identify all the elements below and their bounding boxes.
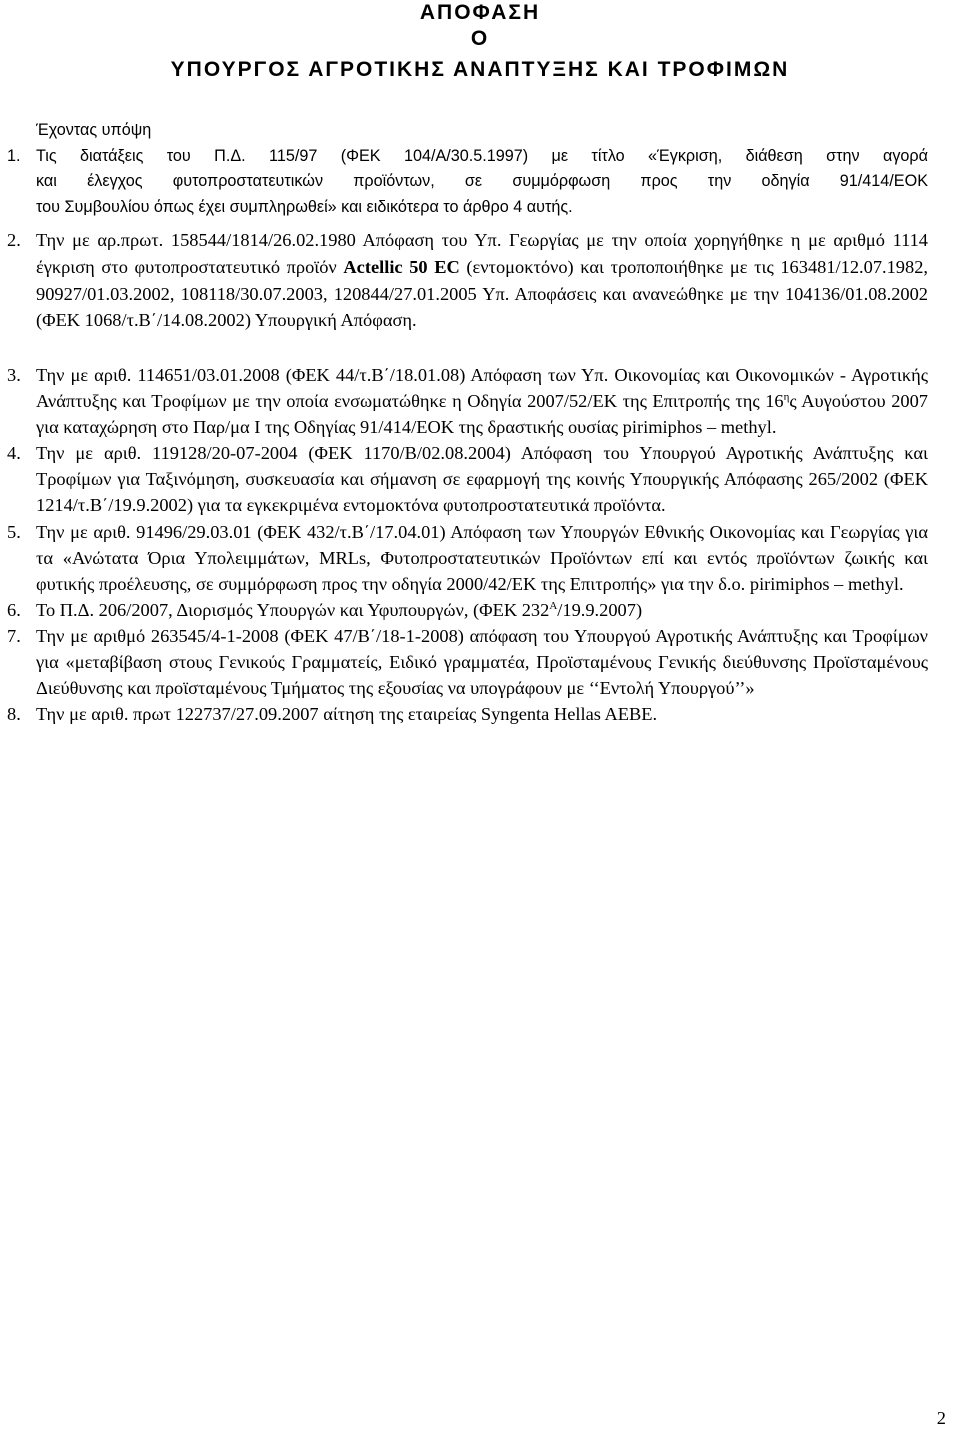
- item-text: Την με αριθ. πρωτ 122737/27.09.2007 αίτηση της εταιρείας Syngenta Hellas AEBE.: [36, 704, 658, 725]
- list-item: [7, 362, 932, 440]
- list-item: [7, 144, 932, 221]
- superscript: Α: [549, 599, 558, 612]
- list-item: [7, 519, 932, 597]
- list-item: [7, 227, 932, 334]
- item-text-part: Το Π.Δ. 206/2007, Διορισμός Υπουργών και Υφυπουργών, (ΦΕΚ 232: [36, 599, 550, 620]
- item-text: [36, 144, 928, 221]
- item-text: Την με αριθμό 263545/4-1-2008 (ΦΕΚ 47/Β΄/18-1-2008) απόφαση του Υπουργού Αγροτικής Ανάπτυξης και Τροφίμων για «μεταβίβαση στους Γενικούς Γραμματείς, Ειδικό γραμματέα, Προϊσταμένους Γενικής διεύθυνσης Προϊσταμένους Διεύθυνσης και προϊσταμένους Τμήματος της εξουσίας να υπογράφουν με ‘‘Εντολή Υπουργού’’»: [36, 625, 928, 699]
- list-item: [7, 597, 932, 623]
- intro-block: [7, 118, 932, 220]
- intro-text: Έχοντας υπόψη: [36, 121, 152, 139]
- item-number: 5.: [7, 521, 21, 542]
- item-text: [36, 597, 928, 623]
- authority-article: Ο: [470, 27, 490, 50]
- item-text: Την με αριθ. 91496/29.03.01 (ΦΕΚ 432/τ.Β΄/17.04.01) Απόφαση των Υπουργών Εθνικής Οικονομίας και Γεωργίας για τα «Ανώτατα Όρια Υπολειμμάτων, MRLs, Φυτοπροστατευτικών Προϊόντων επί και εντός προϊόντων ζωικής και φυτικής προέλευσης, σε συμμόρφωση προς την οδηγία 2000/42/ΕΚ της Επιτροπής» για την δ.ο. pirimiphos – methyl.: [36, 521, 928, 594]
- item-line: του Συμβουλίου όπως έχει συμπληρωθεί» και ειδικότερα το άρθρο 4 αυτής.: [36, 197, 573, 216]
- item-text-part: Την με αρ.πρωτ. 158544/1814/26.02.1980 Απόφαση του Υπ. Γεωργίας με την οποία χορηγήθηκε η με αριθμό 1114 έγκριση στο φυτοπροστατευτικό προϊόν: [36, 230, 928, 277]
- decision-title: ΑΠΟΦΑΣΗ: [419, 1, 541, 24]
- item-text-part: Την με αριθ. 114651/03.01.2008 (ΦΕΚ 44/τ.Β΄/18.01.08) Απόφαση των Υπ. Οικονομίας και Οικονομικών - Αγροτικής Ανάπτυξης και Τροφίμων με την οποία ενσωματώθηκε η Οδηγία 2007/52/ΕΚ της Επιτροπής της 16: [36, 365, 928, 412]
- item-text-part: /19.9.2007): [557, 599, 643, 620]
- page-number: 2: [936, 1408, 946, 1428]
- list-item: [7, 440, 932, 518]
- superscript: η: [783, 390, 790, 403]
- list-item: [7, 623, 932, 701]
- list-block: [7, 362, 932, 727]
- list-item: [7, 701, 932, 727]
- item-number: 1.: [7, 146, 21, 165]
- item-number: 4.: [7, 443, 21, 464]
- item-text: Την με αριθ. 119128/20-07-2004 (ΦΕΚ 1170/Β/02.08.2004) Απόφαση του Υπουργού Αγροτικής Ανάπτυξης και Τροφίμων για Ταξινόμηση, συσκευασία και σήμανση σε εφαρμογή της κοινής Υπουργικής Απόφασης 265/2002 (ΦΕΚ 1214/τ.Β΄/19.9.2002) για τα εγκεκριμένα εντομοκτόνα φυτοπροστατευτικά προϊόντα.: [36, 443, 928, 516]
- item-number: 7.: [7, 625, 21, 646]
- item-line: Τις διατάξεις του Π.Δ. 115/97 (ΦΕΚ 104/Α/30.5.1997) με τίτλο «Έγκριση, διάθεση στην αγορά: [36, 146, 928, 165]
- item-text-part: (εντομοκτόνο) και τροποποιήθηκε με τις 163481/12.07.1982, 90927/01.03.2002, 108118/30.07.2003, 120844/27.01.2005 Υπ. Αποφάσεις και ανανεώθηκε με την 104136/01.08.2002 (ΦΕΚ 1068/τ.Β΄/14.08.2002) Υπουργική Απόφαση.: [36, 256, 928, 331]
- list-block: [7, 227, 932, 334]
- authority-name: ΥΠΟΥΡΓΟΣ ΑΓΡΟΤΙΚΗΣ ΑΝΑΠΤΥΞΗΣ ΚΑΙ ΤΡΟΦΙΜΩΝ: [170, 58, 790, 81]
- item-text: [36, 227, 928, 334]
- item-line: και έλεγχος φυτοπροστατευτικών προϊόντων, σε συμμόρφωση προς την οδηγία 91/414/ΕΟΚ: [36, 172, 928, 190]
- item-number: 2.: [7, 230, 21, 250]
- item-number: 6.: [7, 599, 21, 620]
- product-name: Actellic 50 EC: [343, 256, 460, 277]
- item-number: 8.: [7, 704, 21, 725]
- item-number: 3.: [7, 365, 21, 385]
- item-text: [36, 362, 928, 440]
- item-text-part: ς Αυγούστου 2007 για καταχώρηση στο Παρ/μα Ι της Οδηγίας 91/414/ΕΟΚ της δραστικής ουσίας pirimiphos – methyl.: [36, 391, 928, 438]
